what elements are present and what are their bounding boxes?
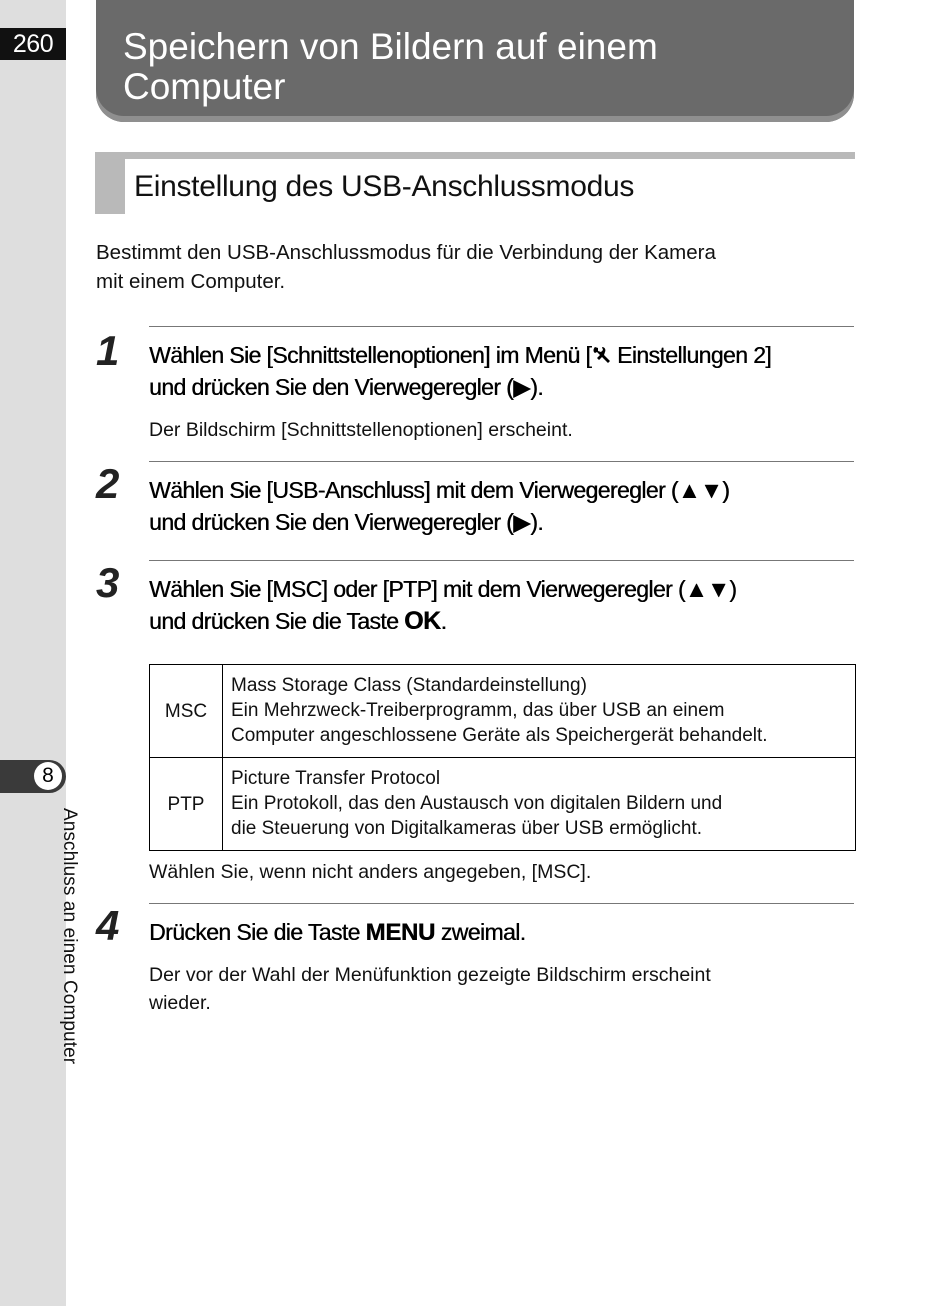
step-1-title [149, 339, 854, 403]
intro-line-1: Bestimmt den USB-Anschlussmodus für die Verbindung der Kamera [96, 241, 716, 264]
step-4-title-start: Drücken Sie die Taste [149, 919, 366, 945]
step-4-title-end: zweimal. [434, 919, 526, 945]
page-number: 260 [0, 28, 66, 60]
step-4-body [149, 961, 849, 1017]
step-1-rule [149, 326, 854, 327]
step-4-body-line-2: wieder. [149, 992, 211, 1014]
step-3-rule [149, 560, 854, 561]
chapter-sidebar [0, 0, 66, 1306]
option-key-msc: MSC [150, 665, 223, 758]
page-title-line-1: Speichern von Bildern auf einem [123, 26, 658, 67]
table-row [150, 758, 856, 851]
option-desc-line: Ein Mehrzweck-Treiberprogramm, das über USB an einem [231, 700, 725, 721]
usb-mode-table [149, 664, 856, 851]
step-2-number: 2 [96, 460, 120, 507]
step-4-title [149, 916, 854, 949]
chapter-label: Anschluss an einen Computer [59, 808, 80, 1065]
step-2-title-line-2: und drücken Sie den Vierwegeregler (▶). [149, 509, 544, 535]
step-3-title-end: . [440, 608, 447, 634]
step-3-title [149, 573, 854, 637]
table-row [150, 665, 856, 758]
step-3-number: 3 [96, 559, 120, 606]
option-desc-line: Computer angeschlossene Geräte als Speichergerät behandelt. [231, 725, 768, 746]
step-2-title-line-1: Wählen Sie [USB-Anschluss] mit dem Vierwegeregler (▲▼) [149, 477, 730, 503]
step-3-note: Wählen Sie, wenn nicht anders angegeben, [MSC]. [149, 861, 592, 883]
wrench-icon [591, 345, 611, 365]
step-2-rule [149, 461, 854, 462]
step-4-body-line-1: Der vor der Wahl der Menüfunktion gezeigte Bildschirm erscheint [149, 964, 711, 986]
option-desc-line: Ein Protokoll, das den Austausch von digitalen Bildern und [231, 793, 723, 814]
intro-line-2: mit einem Computer. [96, 270, 286, 293]
option-key-ptp: PTP [150, 758, 223, 851]
step-1-title-text: Wählen Sie [Schnittstellenoptionen] im Menü [ [149, 342, 592, 368]
step-4-rule [149, 903, 854, 904]
option-desc-msc [223, 665, 856, 758]
intro-text [96, 238, 836, 296]
section-title: Einstellung des USB-Anschlussmodus [134, 170, 635, 203]
ok-button-symbol: OK [404, 607, 441, 635]
step-3-title-line-2: und drücken Sie die Taste [149, 608, 405, 634]
menu-button-symbol: MENU [365, 919, 435, 946]
page-title-line-2: Computer [123, 66, 286, 107]
step-4-number: 4 [96, 902, 120, 949]
section-marker [95, 152, 125, 214]
chapter-number: 8 [34, 762, 62, 790]
step-2-title [149, 474, 854, 538]
section-rule [95, 152, 855, 159]
option-desc-ptp [223, 758, 856, 851]
step-1-title-line-2: und drücken Sie den Vierwegeregler (▶). [149, 374, 544, 400]
step-1-body: Der Bildschirm [Schnittstellenoptionen] erscheint. [149, 419, 573, 441]
option-desc-line: die Steuerung von Digitalkameras über USB ermöglicht. [231, 818, 703, 839]
step-1-number: 1 [96, 327, 120, 374]
option-desc-line: Picture Transfer Protocol [231, 768, 441, 789]
page-title [123, 27, 843, 107]
option-desc-line: Mass Storage Class (Standardeinstellung) [231, 675, 587, 696]
step-3-title-line-1: Wählen Sie [MSC] oder [PTP] mit dem Vierwegeregler (▲▼) [149, 576, 737, 602]
step-1-title-end: Einstellungen 2] [611, 342, 772, 368]
